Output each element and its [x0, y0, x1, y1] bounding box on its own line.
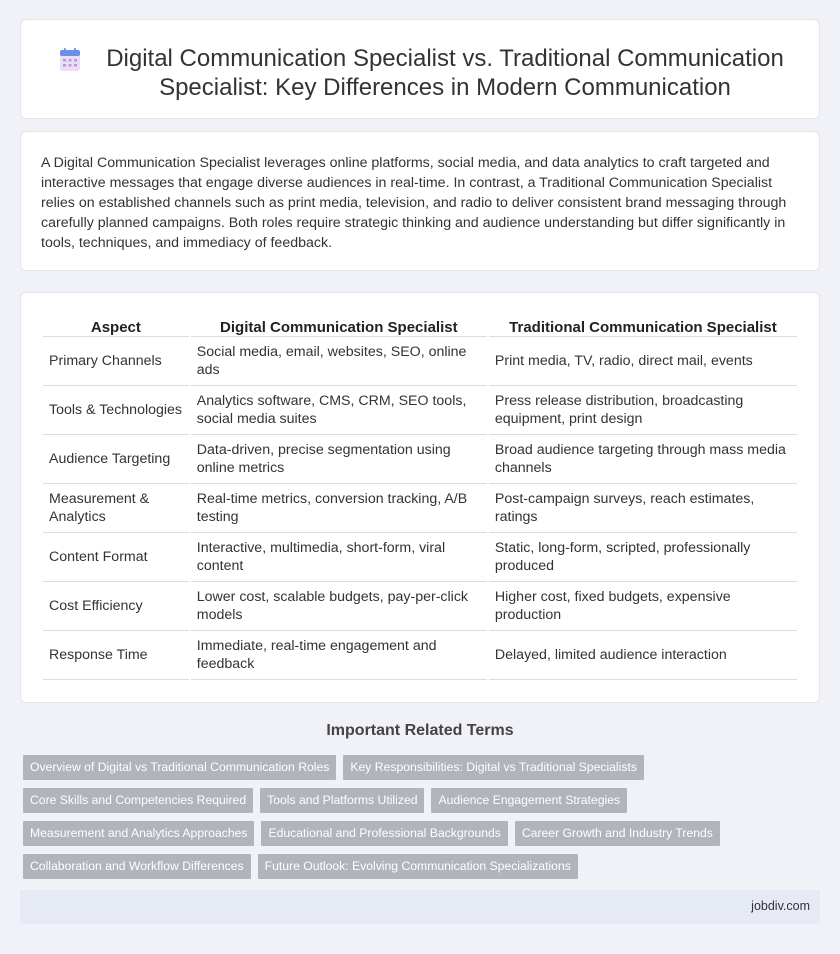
row-digital: Data-driven, precise segmentation using online metrics: [191, 435, 487, 484]
related-terms-heading: Important Related Terms: [326, 722, 514, 739]
site-link[interactable]: jobdiv.com: [751, 899, 810, 913]
related-term-link[interactable]: Measurement and Analytics Approaches: [23, 821, 254, 846]
row-aspect: Content Format: [43, 533, 189, 582]
row-digital: Immediate, real-time engagement and feedback: [191, 631, 487, 680]
table-row: [43, 386, 797, 435]
header-aspect: Aspect: [43, 315, 189, 337]
related-term-link[interactable]: Career Growth and Industry Trends: [515, 821, 720, 846]
table-row: [43, 337, 797, 386]
row-traditional: Delayed, limited audience interaction: [489, 631, 797, 680]
row-traditional: Print media, TV, radio, direct mail, events: [489, 337, 797, 386]
footer-bar: [20, 890, 820, 924]
table-row: [43, 533, 797, 582]
header-traditional: Traditional Communication Specialist: [489, 315, 797, 337]
row-digital: Interactive, multimedia, short-form, viral content: [191, 533, 487, 582]
related-term-link[interactable]: Collaboration and Workflow Differences: [23, 854, 251, 879]
row-digital: Analytics software, CMS, CRM, SEO tools, social media suites: [191, 386, 487, 435]
related-term-link[interactable]: Audience Engagement Strategies: [431, 788, 627, 813]
table-row: [43, 631, 797, 680]
row-traditional: Static, long-form, scripted, professionally produced: [489, 533, 797, 582]
related-terms-list: [23, 755, 763, 879]
row-traditional: Higher cost, fixed budgets, expensive production: [489, 582, 797, 631]
related-term-link[interactable]: Key Responsibilities: Digital vs Traditional Specialists: [343, 755, 644, 780]
table-row: [43, 582, 797, 631]
row-traditional: Press release distribution, broadcasting equipment, print design: [489, 386, 797, 435]
comparison-card: [20, 292, 820, 703]
comparison-table: [41, 315, 799, 680]
row-digital: Real-time metrics, conversion tracking, A/B testing: [191, 484, 487, 533]
header-digital: Digital Communication Specialist: [191, 315, 487, 337]
row-aspect: Measurement & Analytics: [43, 484, 189, 533]
table-row: [43, 484, 797, 533]
table-row: [43, 435, 797, 484]
related-term-link[interactable]: Future Outlook: Evolving Communication Specializations: [258, 854, 578, 879]
row-aspect: Audience Targeting: [43, 435, 189, 484]
calendar-icon: [59, 48, 81, 72]
title-card: [20, 19, 820, 119]
page-title: Digital Communication Specialist vs. Traditional Communication Specialist: Key Differences in Modern Communication: [106, 45, 784, 101]
row-aspect: Tools & Technologies: [43, 386, 189, 435]
row-traditional: Broad audience targeting through mass media channels: [489, 435, 797, 484]
related-term-link[interactable]: Tools and Platforms Utilized: [260, 788, 424, 813]
intro-paragraph: A Digital Communication Specialist leverages online platforms, social media, and data analytics to craft targeted and interactive messages that engage diverse audiences in real-time. In contrast, a Traditional Communication Specialist relies on established channels such as print media, television, and radio to deliver consistent brand messaging through carefully planned campaigns. Both roles require strategic thinking and audience understanding but differ significantly in tools, techniques, and immediacy of feedback.: [41, 155, 787, 251]
row-traditional: Post-campaign surveys, reach estimates, ratings: [489, 484, 797, 533]
row-digital: Lower cost, scalable budgets, pay-per-click models: [191, 582, 487, 631]
intro-card: [20, 131, 820, 271]
related-term-link[interactable]: Educational and Professional Backgrounds: [261, 821, 507, 846]
row-aspect: Cost Efficiency: [43, 582, 189, 631]
related-term-link[interactable]: Core Skills and Competencies Required: [23, 788, 253, 813]
row-digital: Social media, email, websites, SEO, online ads: [191, 337, 487, 386]
row-aspect: Response Time: [43, 631, 189, 680]
row-aspect: Primary Channels: [43, 337, 189, 386]
table-header-row: [43, 315, 797, 337]
related-term-link[interactable]: Overview of Digital vs Traditional Communication Roles: [23, 755, 336, 780]
